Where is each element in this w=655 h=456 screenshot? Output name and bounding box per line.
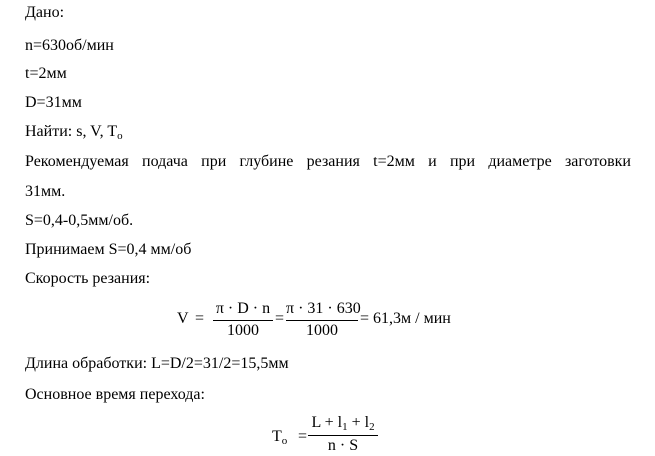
accepted-feed: Принимаем S=0,4 мм/об — [25, 241, 192, 258]
recommendation-line-2: 31мм. — [25, 183, 66, 200]
time-formula-eq: = — [298, 428, 308, 445]
recommendation-line-1: Рекомендуемая подача при глубине резания t=2мм и при диаметре заготовки — [25, 153, 631, 170]
time-num-b: + l — [347, 414, 370, 431]
given-t: t=2мм — [25, 65, 67, 82]
speed-fraction-1-denominator: 1000 — [227, 322, 259, 339]
time-formula-lhs — [272, 428, 287, 447]
time-fraction-bar — [308, 435, 378, 436]
cutting-speed-heading: Скорость резания: — [25, 270, 151, 287]
given-heading: Дано: — [25, 4, 65, 21]
speed-fraction-2-denominator: 1000 — [306, 322, 338, 339]
speed-formula-lhs: V — [177, 310, 189, 327]
feed-range: S=0,4-0,5мм/об. — [25, 212, 134, 229]
machining-length: Длина обработки: L=D/2=31/2=15,5мм — [25, 355, 289, 372]
time-fraction-denominator: n · S — [327, 437, 359, 454]
time-num-a: L + l — [311, 414, 343, 431]
main-time-heading: Основное время перехода: — [25, 386, 205, 403]
find-sub: о — [117, 130, 123, 142]
speed-formula-eq2: = — [275, 310, 285, 327]
given-n: n=630об/мин — [25, 37, 114, 54]
time-formula-lhs-sub: о — [281, 435, 288, 447]
speed-formula-result: = 61,3м / мин — [360, 310, 451, 327]
find-text: Найти: s, V, T — [25, 123, 118, 140]
time-num-sub2: 2 — [369, 421, 375, 433]
time-fraction-numerator — [308, 414, 378, 433]
time-fraction — [308, 414, 378, 456]
speed-fraction-1-numerator: π · D · n — [215, 300, 271, 317]
speed-fraction-2-numerator: π · 31 · 630 — [286, 300, 361, 317]
time-formula-lhs-symbol: T — [272, 428, 282, 445]
speed-formula-eq1: = — [195, 310, 205, 327]
given-d: D=31мм — [25, 94, 82, 111]
time-num-sub1: 1 — [342, 421, 348, 433]
